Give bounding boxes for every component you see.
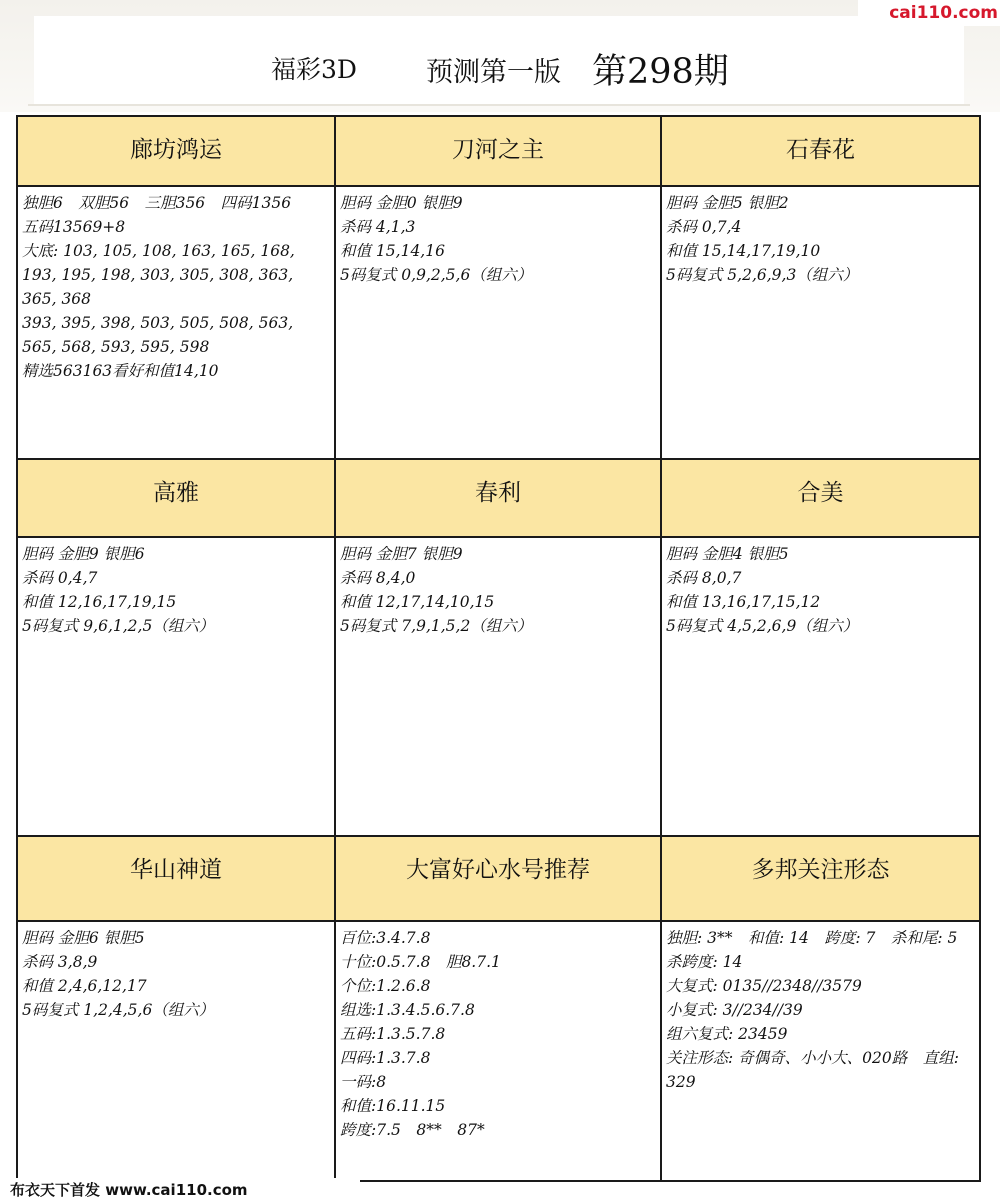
panel-2-body: [660, 185, 981, 460]
panel-5-body: [660, 536, 981, 837]
panel-line: 大底: 103, 105, 108, 163, 165, 168, 193, 195, 198, 303, 305, 308, 363, 365, 368: [22, 242, 295, 308]
panel-line: 5码复式 0,9,2,5,6（组六）: [340, 266, 533, 284]
site-logo: cai110.com: [858, 0, 1000, 26]
panel-line: 十位:0.5.7.8 胆8.7.1: [340, 953, 501, 971]
panel-0-body: [16, 185, 336, 460]
panel-line: 胆码 金胆9 银胆6: [22, 545, 145, 563]
panel-line: 百位:3.4.7.8: [340, 929, 431, 947]
panel-line: 5码复式 5,2,6,9,3（组六）: [666, 266, 859, 284]
panel-line: 和值 2,4,6,12,17: [22, 977, 147, 995]
panel-line: 杀码 0,7,4: [666, 218, 742, 236]
panel-line: 和值 12,17,14,10,15: [340, 593, 495, 611]
panel-7-header: 大富好心水号推荐: [334, 835, 662, 922]
panel-8-header: 多邦关注形态: [660, 835, 981, 922]
panel-2-header: 石春花: [660, 115, 981, 187]
panel-line: 精选563163看好和值14,10: [22, 362, 219, 380]
panel-line: 四码:1.3.7.8: [340, 1049, 431, 1067]
footer-caption: 布衣天下首发 www.cai110.com: [0, 1178, 360, 1203]
panel-line: 5码复式 4,5,2,6,9（组六）: [666, 617, 859, 635]
panel-line: 393, 395, 398, 503, 505, 508, 563, 565, 568, 593, 595, 598: [22, 314, 294, 356]
panel-line: 胆码 金胆4 银胆5: [666, 545, 789, 563]
panel-1-body: [334, 185, 662, 460]
lottery-name: 福彩3D: [271, 55, 357, 84]
panel-line: 和值 15,14,16: [340, 242, 445, 260]
panel-line: 个位:1.2.6.8: [340, 977, 431, 995]
panel-line: 组选:1.3.4.5.6.7.8: [340, 1001, 475, 1019]
panel-line: 跨度:7.5 8** 87*: [340, 1121, 485, 1139]
panel-line: 一码:8: [340, 1073, 387, 1091]
panel-line: 胆码 金胆5 银胆2: [666, 194, 789, 212]
panel-4-header: 春利: [334, 458, 662, 538]
panel-7-body: [334, 920, 662, 1182]
panel-line: 五码:1.3.5.7.8: [340, 1025, 446, 1043]
panel-line: 5码复式 7,9,1,5,2（组六）: [340, 617, 533, 635]
panel-line: 5码复式 1,2,4,5,6（组六）: [22, 1001, 215, 1019]
panel-line: 组六复式: 23459: [666, 1025, 788, 1043]
panel-line: 5码复式 9,6,1,2,5（组六）: [22, 617, 215, 635]
panel-line: 和值 15,14,17,19,10: [666, 242, 821, 260]
panel-line: 杀码 0,4,7: [22, 569, 98, 587]
panel-0-header: 廊坊鸿运: [16, 115, 336, 187]
panel-line: 五码13569+8: [22, 218, 126, 236]
panel-line: 胆码 金胆0 银胆9: [340, 194, 463, 212]
panel-3-header: 高雅: [16, 458, 336, 538]
issue-number: 第298期: [592, 52, 729, 92]
panel-line: 杀码 8,0,7: [666, 569, 742, 587]
panel-line: 胆码 金胆6 银胆5: [22, 929, 145, 947]
panel-8-body: [660, 920, 981, 1182]
panel-line: 大复式: 0135//2348//3579: [666, 977, 862, 995]
panel-3-body: [16, 536, 336, 837]
panel-line: 关注形态: 奇偶奇、小小大、020路 直组: 329: [666, 1049, 959, 1091]
panel-line: 杀码 4,1,3: [340, 218, 416, 236]
panel-6-header: 华山神道: [16, 835, 336, 922]
panel-line: 和值 13,16,17,15,12: [666, 593, 821, 611]
panel-6-body: [16, 920, 336, 1182]
panel-line: 和值:16.11.15: [340, 1097, 446, 1115]
panel-4-body: [334, 536, 662, 837]
panel-line: 和值 12,16,17,19,15: [22, 593, 177, 611]
panel-1-header: 刀河之主: [334, 115, 662, 187]
panel-5-header: 合美: [660, 458, 981, 538]
panel-line: 杀码 3,8,9: [22, 953, 98, 971]
edition-label: 预测第一版: [426, 57, 561, 88]
panel-line: 杀码 8,4,0: [340, 569, 416, 587]
panel-line: 小复式: 3//234//39: [666, 1001, 803, 1019]
panel-line: 胆码 金胆7 银胆9: [340, 545, 463, 563]
panel-line: 独胆6 双胆56 三胆356 四码1356: [22, 194, 292, 212]
panel-line: 独胆: 3** 和值: 14 跨度: 7 杀和尾: 5 杀跨度: 14: [666, 929, 973, 971]
